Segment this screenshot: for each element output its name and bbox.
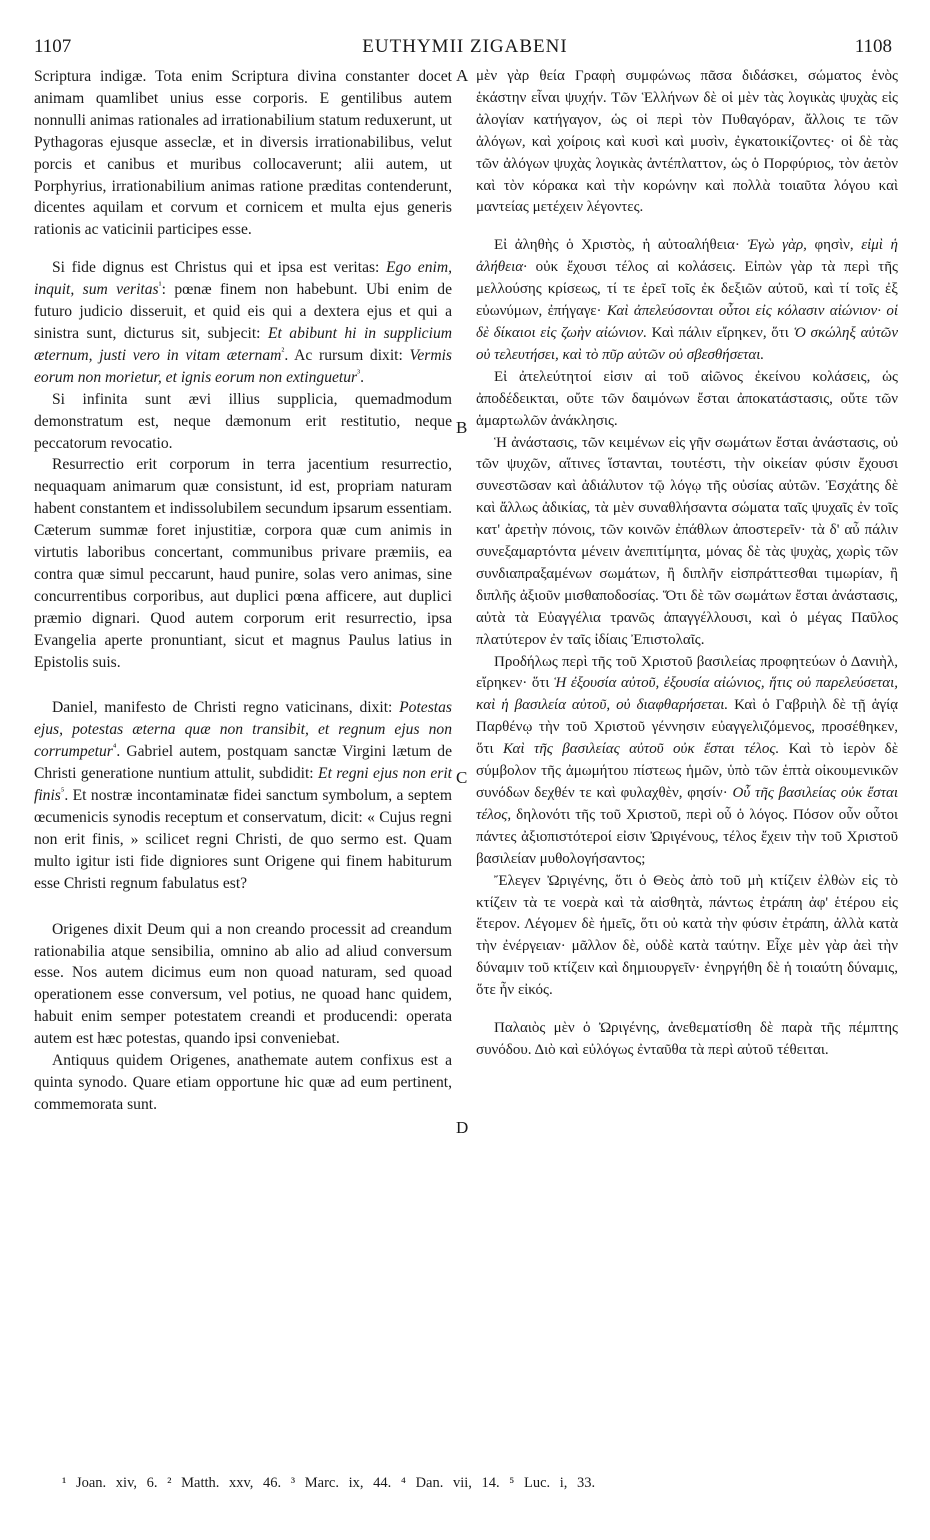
header-title: EUTHYMII ZIGABENI [362, 36, 568, 57]
greek-paragraph: Εἰ ἀτελεύτητοί εἰσιν αἱ τοῦ αἰῶνος ἐκείνου κολάσεις, ὡς ἀποδέδεικται, οὔτε τῶν δαιμόνων ἔσται ἀποκατάστασις, οὔτε τῶν ἁμαρτωλῶν ἀνάκλησις. [476, 368, 898, 429]
greek-paragraph: μὲν γὰρ θεία Γραφὴ συμφώνως πᾶσα διδάσκει, σώματος ἑνὸς ἑκάστην εἶναι ψυχήν. Τῶν Ἑλλήνων δὲ οἱ μὲν τὰς λογικὰς ψυχὰς εἰς ἀλογίαν κατήγαγον, ὡς οἱ περὶ τὸν Πυθαγόραν, ἄλλοις τε τῶν ἀλόγων, καὶ χοίροις καὶ κυσὶ καὶ μυσὶν, ἐγκατοικίζοντες· οἱ δὲ τὰς τῶν ἀλόγων ψυχὰς λογικὰς ἀντέπλαττον, ὡς ὁ Πορφύριος, τὸν ἀετὸν καὶ τὸν κόρακα καὶ τὴν κορώνην καὶ πολλὰ τοιαῦτα λόγου καὶ μαντείας μετέχειν λέγοντες. [476, 68, 898, 216]
latin-paragraph: Antiquus quidem Origenes, anathemate autem confixus est a quinta synodo. Quare etiam opportune hic quæ ad eum pertinent, commemorata sunt. [34, 1052, 452, 1113]
footnotes: ¹ Joan. xiv, 6. ² Matth. xxv, 46. ³ Marc. ix, 44. ⁴ Dan. vii, 14. ⁵ Luc. i, 33. [62, 1475, 596, 1491]
latin-paragraph: Scriptura indigæ. Tota enim Scriptura divina constanter docet animam quamlibet unius esse corporis. E gentilibus autem nonnulli animas rationales ad irrationabilium statum reduxerunt, ut Pythagoras ejusque asseclæ, et in diversis irrationabilibus, velut porcis et canibus et muribus collocaverunt; alii autem, ut Porphyrius, irrationabilium animas ratione præditas contenderunt, dicentes aquilam et corvum et cornicem et multa ejus generis rationis ac vaticinii participes esse. [34, 68, 452, 239]
greek-paragraph: Εἰ ἀληθὴς ὁ Χριστὸς, ἡ αὐτοαλήθεια· Ἐγὼ γὰρ, φησὶν, εἰμὶ ἡ ἀλήθεια· οὐκ ἔχουσι τέλος αἱ κολάσεις. Εἰπὼν γὰρ τὰ περὶ τῆς μελλούσης κρίσεως, τί τε ἐρεῖ τοῖς ἐκ δεξιῶν αὐτοῦ, καὶ τί τοῖς ἐξ εὐωνύμων, ἐπήγαγε· Καὶ ἀπελεύσονται οὗτοι εἰς κόλασιν αἰώνιον· οἱ δὲ δίκαιοι εἰς ζωὴν αἰώνιον. Καὶ πάλιν εἴρηκεν, ὅτι Ὁ σκώληξ αὐτῶν οὐ τελευτήσει, καὶ τὸ πῦρ αὐτῶν οὐ σβεσθήσεται. [476, 237, 898, 363]
latin-paragraph: Origenes dixit Deum qui a non creando processit ad creandum rationabilia atque sensibilia, omnino ab alio ad aliud conversum esse. Nos autem dicimus eum non quoad naturam, sed quoad operationem esse conversum, vel potius, ne quoad hanc quidem, habuit enim semper potestatem creandi et producendi: operata autem est hæc potestas, quando ipsi conveniebat. [34, 920, 452, 1048]
latin-column [34, 66, 452, 1116]
margin-letter-c: C [456, 768, 468, 787]
greek-column [476, 66, 898, 1062]
margin-letter-d: D [456, 1118, 469, 1137]
greek-paragraph: Ἡ ἀνάστασις, τῶν κειμένων εἰς γῆν σωμάτων ἔσται ἀνάστασις, οὐ τῶν ψυχῶν, αἵτινες ἵστανται, τουτέστι, τὴν οἰκείαν φύσιν ἔχουσι συνεστῶσαν καὶ ἀδιάλυτον τῷ λόγῳ τῆς οὐσίας αὐτῶν. Ἐσχάτης δὲ καὶ ἄλλως ἀδικίας, τὰ μὲν συναθλήσαντα σώματα ταῖς ψυχαῖς ἐν τοῖς κατ' ἀρετὴν πόνοις, τῶν κοινῶν ἐπάθλων ἀποστερεῖν· τὰ δ' αὖ πάλιν συνεξαμαρτόντα μένειν ἀνεπιτίμητα, μόνας δὲ τὰς ψυχὰς, χωρὶς τῶν συνδιαπραξαμένων σωμάτων, ἢ διπλῆν εἰσπράττεσθαι τιμωρίαν, ἢ διπλῆς ἀξιοῦν μισθαποδοσίας. Ὅτι δὲ τῶν σωμάτων ἔσται ἀνάστασις, αὐτὰ τὰ Εὐαγγέλια τρανῶς ἀπαγγέλλουσι, καὶ ὁ μέγας Παῦλος πλατύτερον ἐν ταῖς ἰδίαις Ἐπιστολαῖς. [476, 434, 898, 648]
greek-paragraph: Παλαιὸς μὲν ὁ Ὠριγένης, ἀνεθεματίσθη δὲ παρὰ τῆς πέμπτης συνόδου. Διὸ καὶ εὐλόγως ἐνταῦθα τὰ περὶ αὐτοῦ τέθειται. [476, 1020, 898, 1058]
greek-paragraph: Προδήλως περὶ τῆς τοῦ Χριστοῦ βασιλείας προφητεύων ὁ Δανιὴλ, εἴρηκεν· ὅτι Ἡ ἐξουσία αὐτοῦ, ἐξουσία αἰώνιος, ἥτις οὐ παρελεύσεται, καὶ ἡ βασιλεία αὐτοῦ, οὐ διαφθαρήσεται. Καὶ ὁ Γαβριὴλ δὲ τῇ ἁγίᾳ Παρθένῳ τὴν τοῦ Χριστοῦ γέννησιν εὐαγγελιζόμενος, προσέθηκεν, ὅτι Καὶ τῆς βασιλείας αὐτοῦ οὐκ ἔσται τέλος. Καὶ τὸ ἱερὸν δὲ σύμβολον τῆς ἀμωμήτου πίστεως ἡμῶν, ὑπὸ τῶν ἑπτὰ οἰκουμενικῶν συνόδων δεχθέν τε καὶ φυλαχθὲν, φησίν· Οὗ τῆς βασιλείας οὐκ ἔσται τέλος, δηλονότι τῆς τοῦ Χριστοῦ, περὶ οὗ ὁ λόγος. Πόσον οὖν οὗτοι πάντες ἀξιοπιστότεροί εἰσιν Ὠριγένους, τέλος ἔχειν τὴν τοῦ Χριστοῦ βασιλείαν μυθολογήσαντος; [476, 653, 899, 867]
running-header [0, 36, 930, 62]
page-number-left: 1107 [34, 36, 72, 57]
latin-paragraph: Si fide dignus est Christus qui et ipsa est veritas: Ego enim, inquit, sum veritas$^{^1}$: pœnæ finem non habebunt. Ubi enim de futuro judicio disseruit, et quid eis qui a dextera ejus et qui a sinistra sunt, dicturus sit, subjecit: Et abibunt hi in supplicium æternum, justi vero in vitam æternam$^{^2}$. Ac rursum dixit: Vermis eorum non morietur, et ignis eorum non extinguetur$^{^3}$. [34, 259, 452, 386]
margin-letter-a: A [456, 66, 469, 85]
page-number-right: 1108 [854, 36, 892, 57]
greek-paragraph: Ἔλεγεν Ὠριγένης, ὅτι ὁ Θεὸς ἀπὸ τοῦ μὴ κτίζειν ἐλθὼν εἰς τὸ κτίζειν τὰ τε νοερὰ καὶ τὰ αἰσθητὰ, πάντως ἐτράπη ἀφ' ἑτέρου εἰς ἕτερον. Λέγομεν δὲ ἡμεῖς, ὅτι οὐ κατὰ τὴν φύσιν ἐτράπη, ἀλλὰ κατὰ τὴν ἐνέργειαν· μᾶλλον δὲ, οὐδὲ κατὰ ταύτην. Εἶχε μὲν γὰρ ἀεὶ τὴν δύναμιν τοῦ κτίζειν καὶ δημιουργεῖν· ἐνηργήθη δὲ ἡ τοιαύτη δύναμις, ὅτε ἦν εἰκός. [476, 872, 898, 999]
latin-paragraph: Daniel, manifesto de Christi regno vaticinans, dixit: Potestas ejus, potestas æterna quæ non transibit, et regnum ejus non corrumpetur$^{^4}$. Gabriel autem, postquam sanctæ Virgini lætum de Christi generatione nuntium attulit, subdidit: Et regni ejus non erit finis$^{^5}$. Et nostræ incontaminatæ fidei sanctum symbolum, a septem œcumenicis synodis receptum et conservatum, dicit: « Cujus regni non erit finis, » scilicet regni Christi, de quo sermo est. Quam multo igitur isti fide digniores sunt Origene qui finem habiturum esse Christi regnum fabulatus est? [34, 699, 453, 892]
latin-paragraph: Resurrectio erit corporum in terra jacentium resurrectio, nequaquam animarum quæ consistunt, id est, propriam naturam habent constantem et indissolubilem secundum ipsarum essentiam. Cæterum summæ foret injustitiæ, corpora quæ cum animis in virtutis laboribus concertant, communibus privare præmiis, ea contra quæ simul peccarunt, haud punire, solas vero animas, sine concurrentibus corporibus, aut duplici pœna afficere, aut duplici præmio dignari. Quod autem corporum erit resurrectio, ipsa Evangelia aperte pronuntiant, sicut et magnus Paulus latius in Epistolis suis. [34, 456, 452, 671]
latin-paragraph: Si infinita sunt ævi illius supplicia, quemadmodum demonstratum est, neque dæmonum erit restitutio, neque peccatorum revocatio. [34, 390, 452, 452]
margin-letter-b: B [456, 418, 468, 437]
